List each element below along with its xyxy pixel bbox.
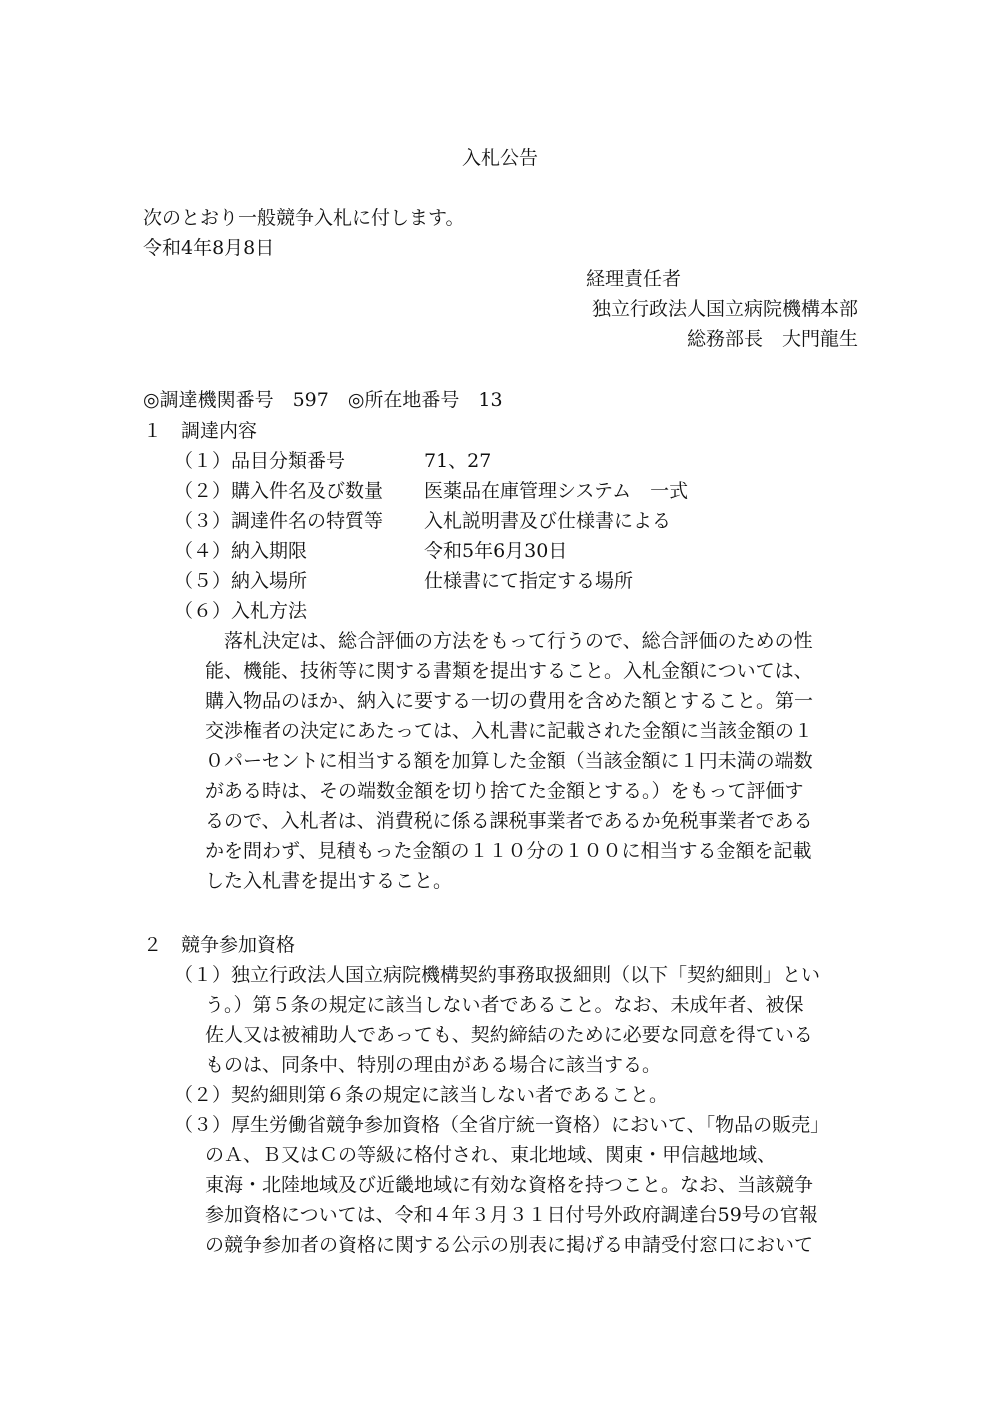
page-title: 入札公告 [461, 147, 538, 169]
eligibility-line: 佐人又は被補助人であっても、契約締結のために必要な同意を得ている [205, 1024, 813, 1046]
item-value: 71、27 [424, 450, 492, 472]
eligibility-line: （３）厚生労働省競争参加資格（全省庁統一資格）において、「物品の販売」 [174, 1114, 830, 1136]
item-label: （１）品目分類番号 [174, 450, 346, 472]
method-line: ０パーセントに相当する額を加算した金額（当該金額に１円未満の端数 [205, 750, 813, 772]
method-line: 購入物品のほか、納入に要する一切の費用を含めた額とすること。第一 [205, 690, 814, 712]
notice-date: 令和4年8月8日 [143, 237, 275, 259]
item-value: 医薬品在庫管理システム 一式 [424, 480, 689, 502]
eligibility-line: ものは、同条中、特別の理由がある場合に該当する。 [205, 1054, 662, 1076]
procurement-item [174, 536, 567, 566]
method-line: かを問わず、見積もった金額の１１０分の１００に相当する金額を記載 [205, 840, 812, 862]
procurement-item [174, 506, 671, 536]
eligibility-line: （２）契約細則第６条の規定に該当しない者であること。 [174, 1084, 669, 1106]
procurement-item [174, 446, 491, 476]
method-line: 落札決定は、総合評価の方法をもって行うので、総合評価のための性 [205, 630, 813, 652]
method-line: るので、入札者は、消費税に係る課税事業者であるか免税事業者である [205, 810, 813, 832]
intro-text: 次のとおり一般競争入札に付します。 [143, 207, 465, 229]
section-1-heading: １ 調達内容 [143, 420, 258, 442]
eligibility-line: 東海・北陸地域及び近畿地域に有効な資格を持つこと。なお、当該競争 [205, 1174, 814, 1196]
procurement-item [174, 596, 424, 626]
procurement-item [174, 476, 688, 506]
item-value: 入札説明書及び仕様書による [424, 510, 672, 532]
method-line: 能、機能、技術等に関する書類を提出すること。入札金額については、 [205, 660, 813, 682]
issuer-organization: 独立行政法人国立病院機構本部 [591, 298, 858, 320]
item-value: 令和5年6月30日 [424, 540, 568, 562]
item-value: 仕様書にて指定する場所 [424, 570, 634, 592]
item-label: （３）調達件名の特質等 [174, 510, 384, 532]
eligibility-line: （１）独立行政法人国立病院機構契約事務取扱細則（以下「契約細則」とい [174, 964, 821, 986]
method-line: 交渉権者の決定にあたっては、入札書に記載された金額に当該金額の１ [205, 720, 814, 742]
item-label: （５）納入場所 [174, 570, 308, 592]
issuer-role: 経理責任者 [586, 268, 682, 290]
eligibility-line: の競争参加者の資格に関する公示の別表に掲げる申請受付窓口において [205, 1234, 814, 1256]
item-label: （４）納入期限 [174, 540, 308, 562]
section-2-heading: ２ 競争参加資格 [143, 934, 296, 956]
item-label: （６）入札方法 [174, 600, 308, 622]
agency-codes: ◎調達機関番号 597 ◎所在地番号 13 [143, 389, 503, 411]
eligibility-line: のＡ、Ｂ又はＣの等級に格付され、東北地域、関東・甲信越地域、 [205, 1144, 777, 1166]
procurement-item [174, 566, 633, 596]
item-label: （２）購入件名及び数量 [174, 480, 384, 502]
eligibility-line: う。）第５条の規定に該当しない者であること。なお、未成年者、被保 [205, 994, 804, 1016]
method-line: がある時は、その端数金額を切り捨てた金額とする。）をもって評価す [205, 780, 804, 802]
method-line: した入札書を提出すること。 [205, 870, 453, 892]
issuer-officer: 総務部長 大門龍生 [686, 328, 858, 350]
eligibility-line: 参加資格については、令和４年３月３１日付号外政府調達台59号の官報 [205, 1204, 818, 1226]
